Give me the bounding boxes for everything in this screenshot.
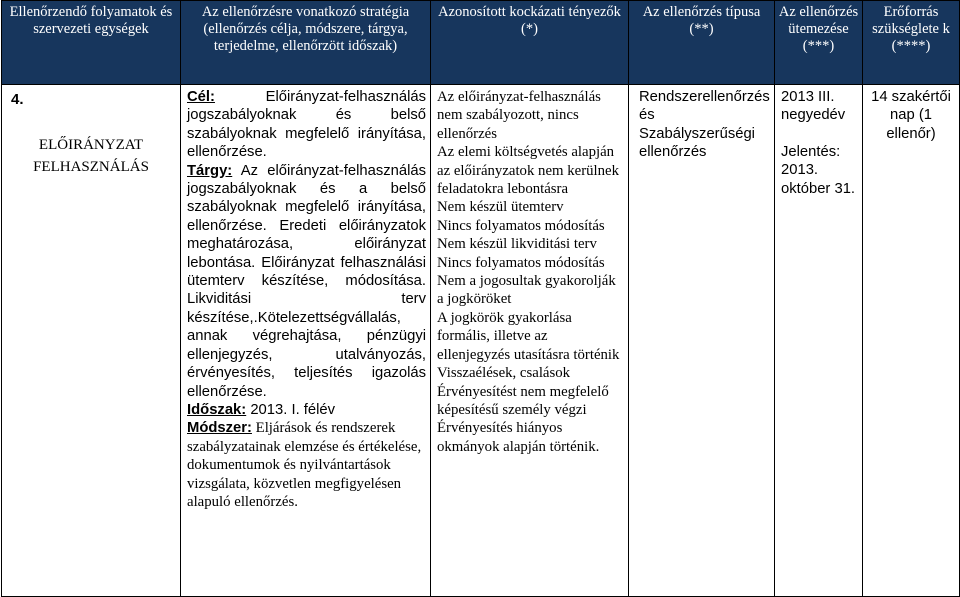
subject-label: Tárgy: xyxy=(187,162,233,179)
risk-item: Nincs folyamatos módosítás xyxy=(437,254,605,271)
schedule-period: 2013 III. negyedév xyxy=(781,89,846,124)
method-label: Módszer: xyxy=(187,420,252,437)
schedule-spacer xyxy=(781,125,860,143)
risk-item: Nem készül ütemterv xyxy=(437,199,564,216)
risks-cell xyxy=(431,85,629,597)
risk-item: Az elemi költségvetés alapján az előirányzatok nem kerülnek feladatokra lebontásra xyxy=(437,144,619,198)
risk-item: Nem készül likviditási terv xyxy=(437,236,597,253)
resource-need: 14 szakértői nap (1 ellenőr) xyxy=(871,89,951,142)
type-cell xyxy=(629,85,775,597)
goal-text: Előirányzat-felhasználás jogszabályoknak és belső szabályoknak megfelelő irányítása, ellenőrzése. xyxy=(187,89,426,161)
header-type: Az ellenőrzés típusa (**) xyxy=(629,1,775,85)
period-text: 2013. I. félév xyxy=(250,401,336,418)
strategy-method xyxy=(187,419,426,511)
strategy-goal xyxy=(187,88,426,162)
risk-item: Nem a jogosultak gyakorolják a jogköröket xyxy=(437,273,616,308)
report-date: 2013. október 31. xyxy=(781,162,856,197)
header-strategy: Az ellenőrzésre vonatkozó stratégia (ellenőrzés célja, módszere, tárgya, terjedelme, ellenőrzött időszak) xyxy=(181,1,431,85)
header-processes: Ellenőrzendő folyamatok és szervezeti egységek xyxy=(2,1,181,85)
strategy-cell xyxy=(181,85,431,597)
audit-plan-table xyxy=(1,0,960,597)
strategy-subject xyxy=(187,162,426,401)
header-schedule: Az ellenőrzés ütemezése (***) xyxy=(775,1,863,85)
risk-item: Visszaélések, csalások xyxy=(437,365,571,382)
header-risks: Azonosított kockázati tényezők (*) xyxy=(431,1,629,85)
risk-item: A jogkörök gyakorlása formális, illetve az ellenjegyzés utasításra történik xyxy=(437,309,620,363)
table-row xyxy=(2,85,960,597)
audit-type: Rendszerellenőrzés és Szabályszerűségi ellenőrzés xyxy=(639,89,770,161)
report-label: Jelentés: xyxy=(781,143,841,160)
header-row xyxy=(2,1,960,85)
risk-item: Érvényesítést nem megfelelő képesítésű személy végzi xyxy=(437,383,609,418)
subject-text: Az előirányzat-felhasználás jogszabályoknak és a belső szabályoknak megfelelő irányítása, ellenőrzése. Eredeti előirányzatok meghatározása, előirányzat lebontása. Előirányzat felhasználási ütemterv készítése, módosítása. Likviditási terv készítése,.Kötelezettségvállalás, annak végrehajtása, pénzügyi ellenjegyzés, utalványozás, érvényesítés, teljesítés igazolás ellenőrzése. xyxy=(187,162,426,400)
header-resources: Erőforrás szükséglete k (****) xyxy=(863,1,960,85)
risk-item: Nincs folyamatos módosítás xyxy=(437,217,605,234)
strategy-period xyxy=(187,401,426,419)
period-label: Időszak: xyxy=(187,401,247,418)
risk-item: Az előirányzat-felhasználás nem szabályozott, nincs ellenőrzés xyxy=(437,89,601,142)
row-number: 4. xyxy=(11,91,24,108)
process-cell xyxy=(2,85,181,597)
schedule-cell xyxy=(775,85,863,597)
goal-label: Cél: xyxy=(187,89,215,105)
process-name: ELŐIRÁNYZAT FELHASZNÁLÁS xyxy=(33,137,149,175)
method-text: Eljárások és rendszerek szabályzatainak elemzése és értékelése, dokumentumok és nyilvántartások vizsgálata, közvetlen megfigyelésen alapuló ellenőrzés. xyxy=(187,420,422,510)
resources-cell xyxy=(863,85,960,597)
risk-item: Érvényesítés hiányos okmányok alapján történik. xyxy=(437,420,600,455)
